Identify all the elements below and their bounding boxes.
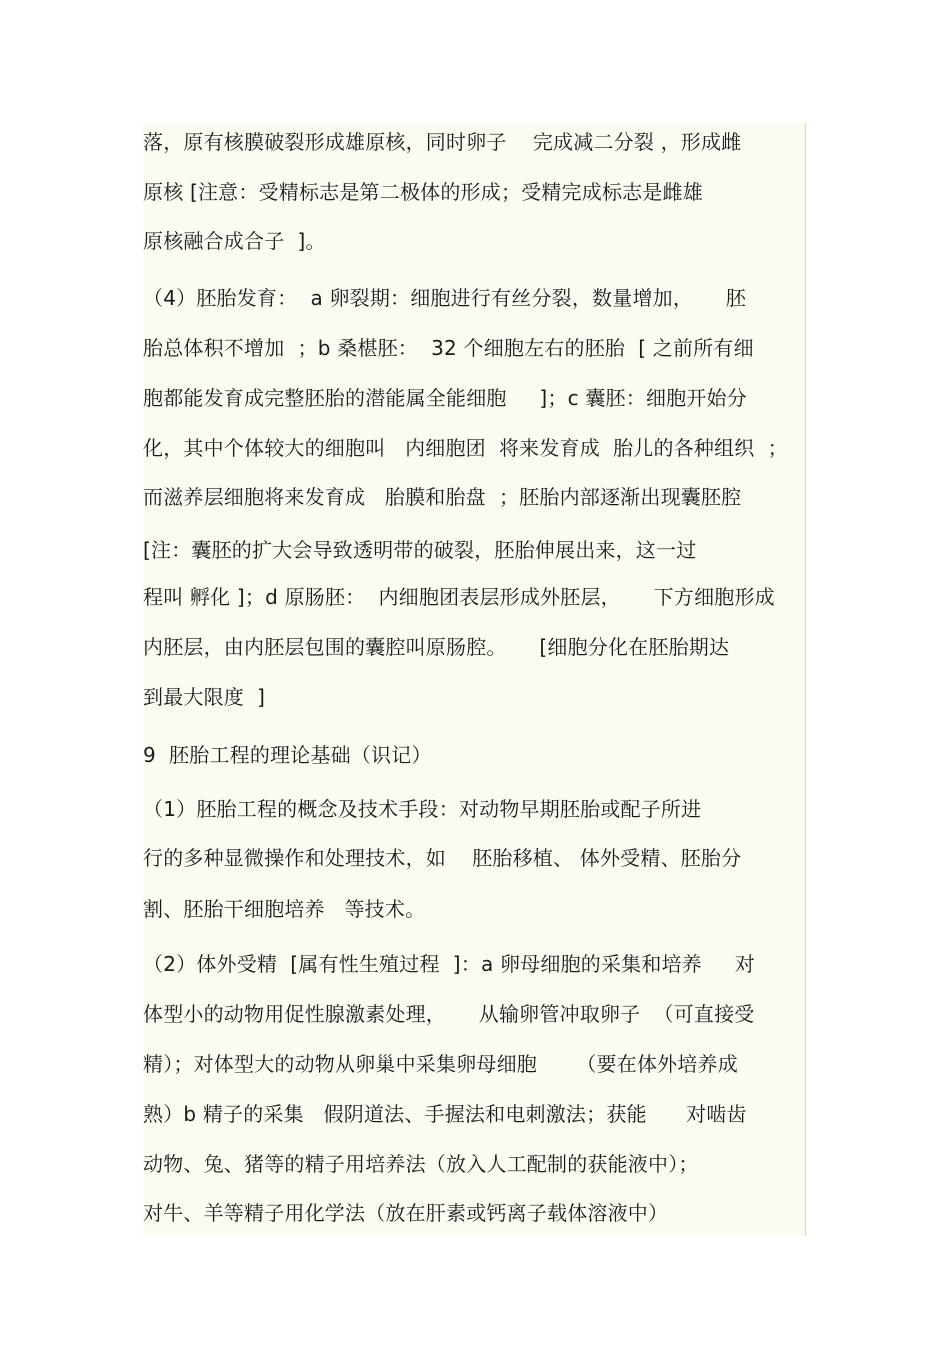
text-line: 原核 [注意：受精标志是第二极体的形成；受精完成标志是雌雄 — [143, 180, 703, 204]
text-line: （1）胚胎工程的概念及技术手段：对动物早期胚胎或配子所进 — [143, 797, 702, 821]
text-line: 胎总体积不增加 ；b 桑椹胚： 32 个细胞左右的胚胎 [ 之前所有细 — [143, 336, 754, 360]
text-line: 行的多种显微操作和处理技术，如 胚胎移植、 体外受精、胚胎分 — [143, 846, 742, 870]
text-line: 精）；对体型大的动物从卵巢中采集卵母细胞 （要在体外培养成 — [143, 1052, 738, 1076]
text-line: （2）体外受精 [属有性生殖过程 ]：a 卵母细胞的采集和培养 对 — [143, 952, 755, 976]
text-line: [注：囊胚的扩大会导致透明带的破裂，胚胎伸展出来，这一过 — [143, 538, 697, 562]
text-line: 到最大限度 ] — [143, 685, 266, 709]
text-line: 而滋养层细胞将来发育成 胎膜和胎盘 ；胚胎内部逐渐出现囊胚腔 — [143, 485, 742, 509]
text-line: 胞都能发育成完整胚胎的潜能属全能细胞 ]；c 囊胚：细胞开始分 — [143, 386, 747, 410]
text-line: 落，原有核膜破裂形成雄原核，同时卵子 完成减二分裂 ，形成雌 — [143, 130, 742, 154]
text-line: 原核融合成合子 ]。 — [143, 229, 326, 253]
text-line: 化，其中个体较大的细胞叫 内细胞团 将来发育成 胎儿的各种组织 ； — [143, 436, 788, 460]
text-line: 体型小的动物用促性腺激素处理， 从输卵管冲取卵子 （可直接受 — [143, 1002, 755, 1026]
text-line: 对牛、羊等精子用化学法（放在肝素或钙离子载体溶液中） — [143, 1201, 669, 1225]
text-line: 割、胚胎干细胞培养 等技术。 — [143, 897, 426, 921]
section-heading: 9 胚胎工程的理论基础（识记） — [143, 743, 432, 767]
text-line: （4）胚胎发育： a 卵裂期：细胞进行有丝分裂，数量增加， 胚 — [143, 286, 747, 310]
text-line: 熟）b 精子的采集 假阴道法、手握法和电刺激法；获能 对啮齿 — [143, 1102, 747, 1126]
text-line: 内胚层，由内胚层包围的囊腔叫原肠腔。 [细胞分化在胚胎期达 — [143, 635, 730, 659]
text-line: 程叫 孵化 ]；d 原肠胚： 内细胞团表层形成外胚层， 下方细胞形成 — [143, 585, 775, 609]
text-line: 动物、兔、猪等的精子用培养法（放入人工配制的获能液中）； — [143, 1152, 699, 1176]
